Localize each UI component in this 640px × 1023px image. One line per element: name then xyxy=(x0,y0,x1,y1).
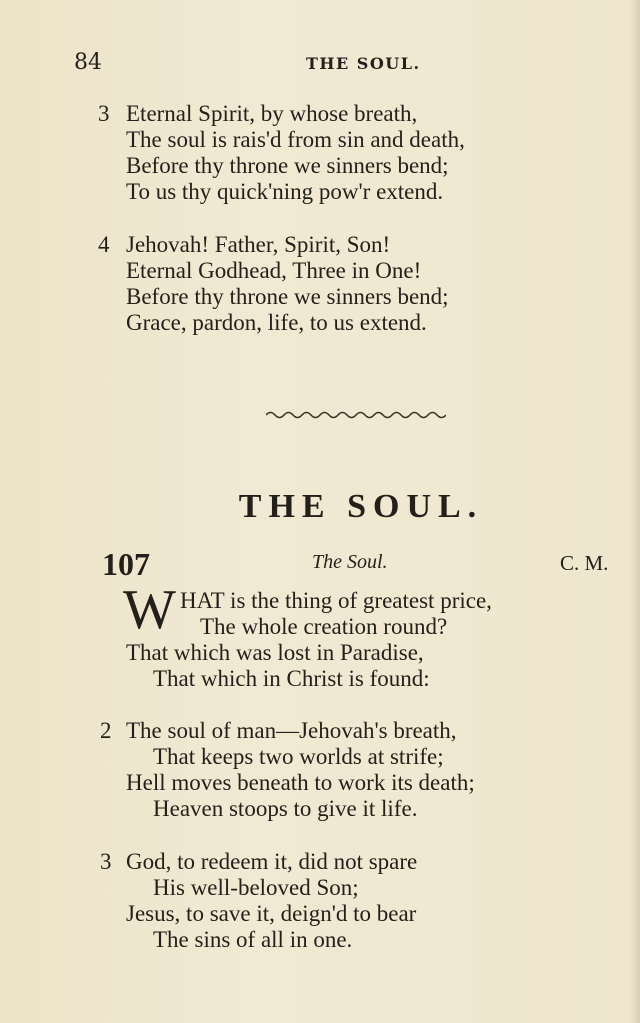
verse-line: The soul of man—Jehovah's breath, xyxy=(126,718,457,743)
verse-line: Eternal Godhead, Three in One! xyxy=(126,258,422,283)
verse-line: Before thy throne we sinners bend; xyxy=(126,284,449,309)
verse-line: That keeps two worlds at strife; xyxy=(153,744,444,769)
verse-line: Eternal Spirit, by whose breath, xyxy=(126,101,418,126)
verse-line: Grace, pardon, life, to us extend. xyxy=(126,310,427,335)
drop-cap: W xyxy=(123,579,176,641)
page-header xyxy=(0,50,640,80)
stanza-number: 4 xyxy=(98,232,110,257)
hymn-number: 107 xyxy=(102,546,150,582)
verse-line: The whole creation round? xyxy=(200,614,448,639)
verse-line: His well-beloved Son; xyxy=(153,875,359,900)
hymn-meter: C. M. xyxy=(560,551,609,575)
verse-line: That which was lost in Paradise, xyxy=(126,640,424,665)
verse-line: HAT is the thing of greatest price, xyxy=(180,588,492,613)
verse-line: Heaven stoops to give it life. xyxy=(153,796,418,821)
stanza-number: 2 xyxy=(100,718,112,743)
verse-line: Hell moves beneath to work its death; xyxy=(126,770,475,795)
stanza-number: 3 xyxy=(98,101,110,126)
verse-line: The sins of all in one. xyxy=(153,927,353,952)
ornamental-divider xyxy=(266,408,446,422)
verse-line: To us thy quick'ning pow'r extend. xyxy=(126,179,444,204)
verse-line: Before thy throne we sinners bend; xyxy=(126,153,449,178)
page-number: 84 xyxy=(74,50,102,75)
verse-line: God, to redeem it, did not spare xyxy=(126,849,418,874)
hymn-title: The Soul. xyxy=(312,551,388,573)
verse-line: The soul is rais'd from sin and death, xyxy=(126,127,465,152)
verse-line: Jesus, to save it, deign'd to bear xyxy=(126,901,417,926)
running-head: THE SOUL. xyxy=(306,54,421,73)
verse-line: That which in Christ is found: xyxy=(153,666,430,691)
section-title: THE SOUL. xyxy=(238,488,484,525)
stanza-number: 3 xyxy=(100,849,112,874)
verse-line: Jehovah! Father, Spirit, Son! xyxy=(126,232,391,257)
